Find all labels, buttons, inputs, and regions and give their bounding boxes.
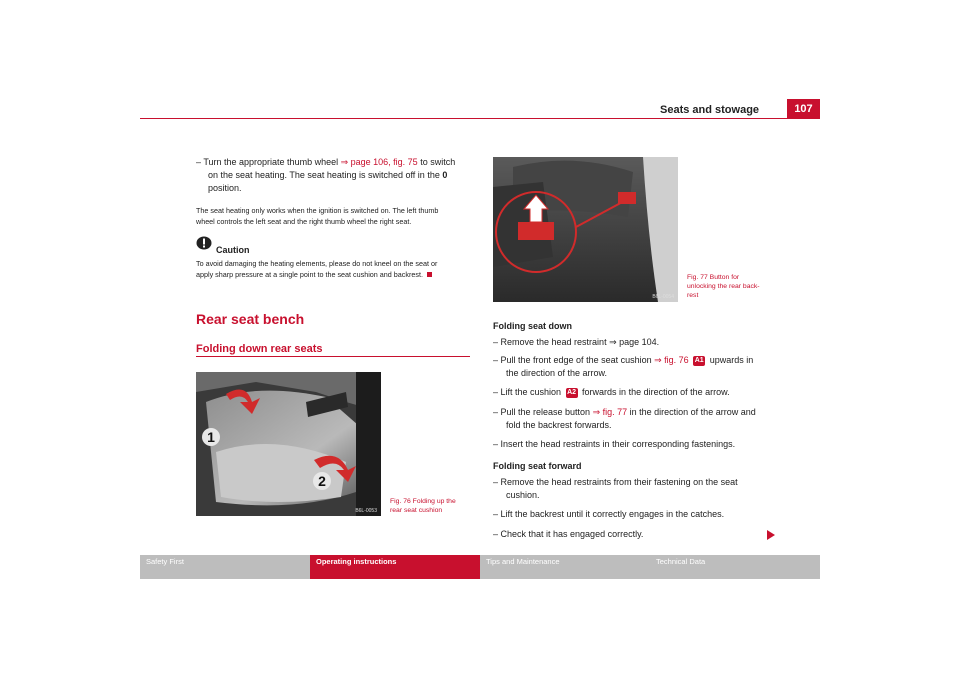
rear-seat-cushion-illustration <box>196 372 381 516</box>
step-thumb-wheel-line2 <box>208 169 478 182</box>
step-text: upwards in <box>707 355 754 365</box>
figure-77-caption-3: rest <box>687 292 699 299</box>
step-text: to switch <box>417 157 456 167</box>
heading-folding-seat-forward: Folding seat forward <box>493 461 582 471</box>
step-text: – Lift the cushion <box>493 387 564 397</box>
fig-ref-link[interactable]: ⇒ fig. 76 <box>654 355 689 365</box>
backrest-release-illustration <box>493 157 678 302</box>
caution-title: Caution <box>216 245 250 255</box>
caution-line-2 <box>196 269 471 280</box>
note-line-1: The seat heating only works when the ignition is switched on. The left thumb <box>196 206 439 215</box>
section-title: Rear seat bench <box>196 311 305 327</box>
step-bold-value: 0 <box>442 170 448 180</box>
step-text: on the seat heating. The seat heating is switched off in the <box>208 170 443 180</box>
page-header-title: Seats and stowage <box>660 104 760 116</box>
callout-badge-a2: A2 <box>567 388 577 396</box>
step-text: – Pull the front edge of the seat cushion <box>493 355 655 365</box>
step-remove-head-restraint: – Remove the head restraint ⇒ page 104. <box>493 337 660 347</box>
figure-code: B6L-0054 <box>652 294 674 300</box>
figure-76-caption-1: Fig. 76 Folding up the <box>390 498 456 505</box>
step-insert-head-restraints: – Insert the head restraints in their corresponding fastenings. <box>493 439 736 449</box>
footer-nav <box>140 555 820 579</box>
page-number: 107 <box>787 99 820 119</box>
fig-ref-link[interactable]: ⇒ fig. 77 <box>592 407 628 417</box>
footer-tab-technical-data[interactable]: Technical Data <box>650 555 820 579</box>
figure-label-2: 2 <box>313 472 331 490</box>
caution-line-1: To avoid damaging the heating elements, please do not kneel on the seat or <box>196 259 438 268</box>
step-remove-head-restraints: – Remove the head restraints from their fastening on the seat <box>493 477 738 487</box>
step-pull-front-edge-line2: the direction of the arrow. <box>506 368 608 378</box>
step-pull-front-edge <box>493 354 793 367</box>
step-text: in the direction of the arrow and <box>627 407 756 417</box>
step-text: forwards in the direction of the arrow. <box>579 387 730 397</box>
figure-77-caption-1: Fig. 77 Button for <box>687 274 740 281</box>
figure-77-caption-2: unlocking the rear back- <box>687 283 760 290</box>
figure-code: B6L-0053 <box>355 508 377 514</box>
step-lift-backrest: – Lift the backrest until it correctly engages in the catches. <box>493 509 725 519</box>
step-lift-cushion <box>493 386 793 399</box>
step-remove-head-restraints-line2: cushion. <box>506 490 540 500</box>
heading-folding-seat-down: Folding seat down <box>493 321 572 331</box>
header-divider <box>140 118 820 119</box>
note-line-2: wheel controls the left seat and the right thumb wheel the right seat. <box>196 217 412 226</box>
step-thumb-wheel <box>196 156 476 169</box>
step-text: Turn the appropriate thumb wheel <box>203 157 341 167</box>
step-text: – Pull the release button <box>493 407 593 417</box>
figure-77-image <box>493 157 678 302</box>
step-thumb-wheel-line3: position. <box>208 183 242 193</box>
step-dash: – <box>196 157 204 167</box>
figure-76-caption-2: rear seat cushion <box>390 507 443 514</box>
figure-label-1: 1 <box>202 428 220 446</box>
next-page-arrow-icon[interactable] <box>767 530 775 540</box>
footer-tab-tips-maintenance[interactable]: Tips and Maintenance <box>480 555 650 579</box>
subsection-title: Folding down rear seats <box>196 343 323 355</box>
caution-text: apply sharp pressure at a single point to the seat cushion and backrest. <box>196 270 423 279</box>
footer-tab-operating-instructions[interactable]: Operating instructions <box>310 555 480 579</box>
footer-tab-safety-first[interactable]: Safety First <box>140 555 310 579</box>
subsection-divider <box>196 356 470 357</box>
caution-icon <box>196 236 212 250</box>
step-pull-release-button <box>493 406 793 419</box>
step-check-engaged: – Check that it has engaged correctly. <box>493 529 644 539</box>
callout-badge-a1: A1 <box>694 356 704 364</box>
step-pull-release-button-line2: fold the backrest forwards. <box>506 420 612 430</box>
page-ref-link[interactable]: ⇒ page 106, fig. 75 <box>340 157 418 167</box>
figure-76-image <box>196 372 381 516</box>
end-mark-icon <box>427 272 432 277</box>
